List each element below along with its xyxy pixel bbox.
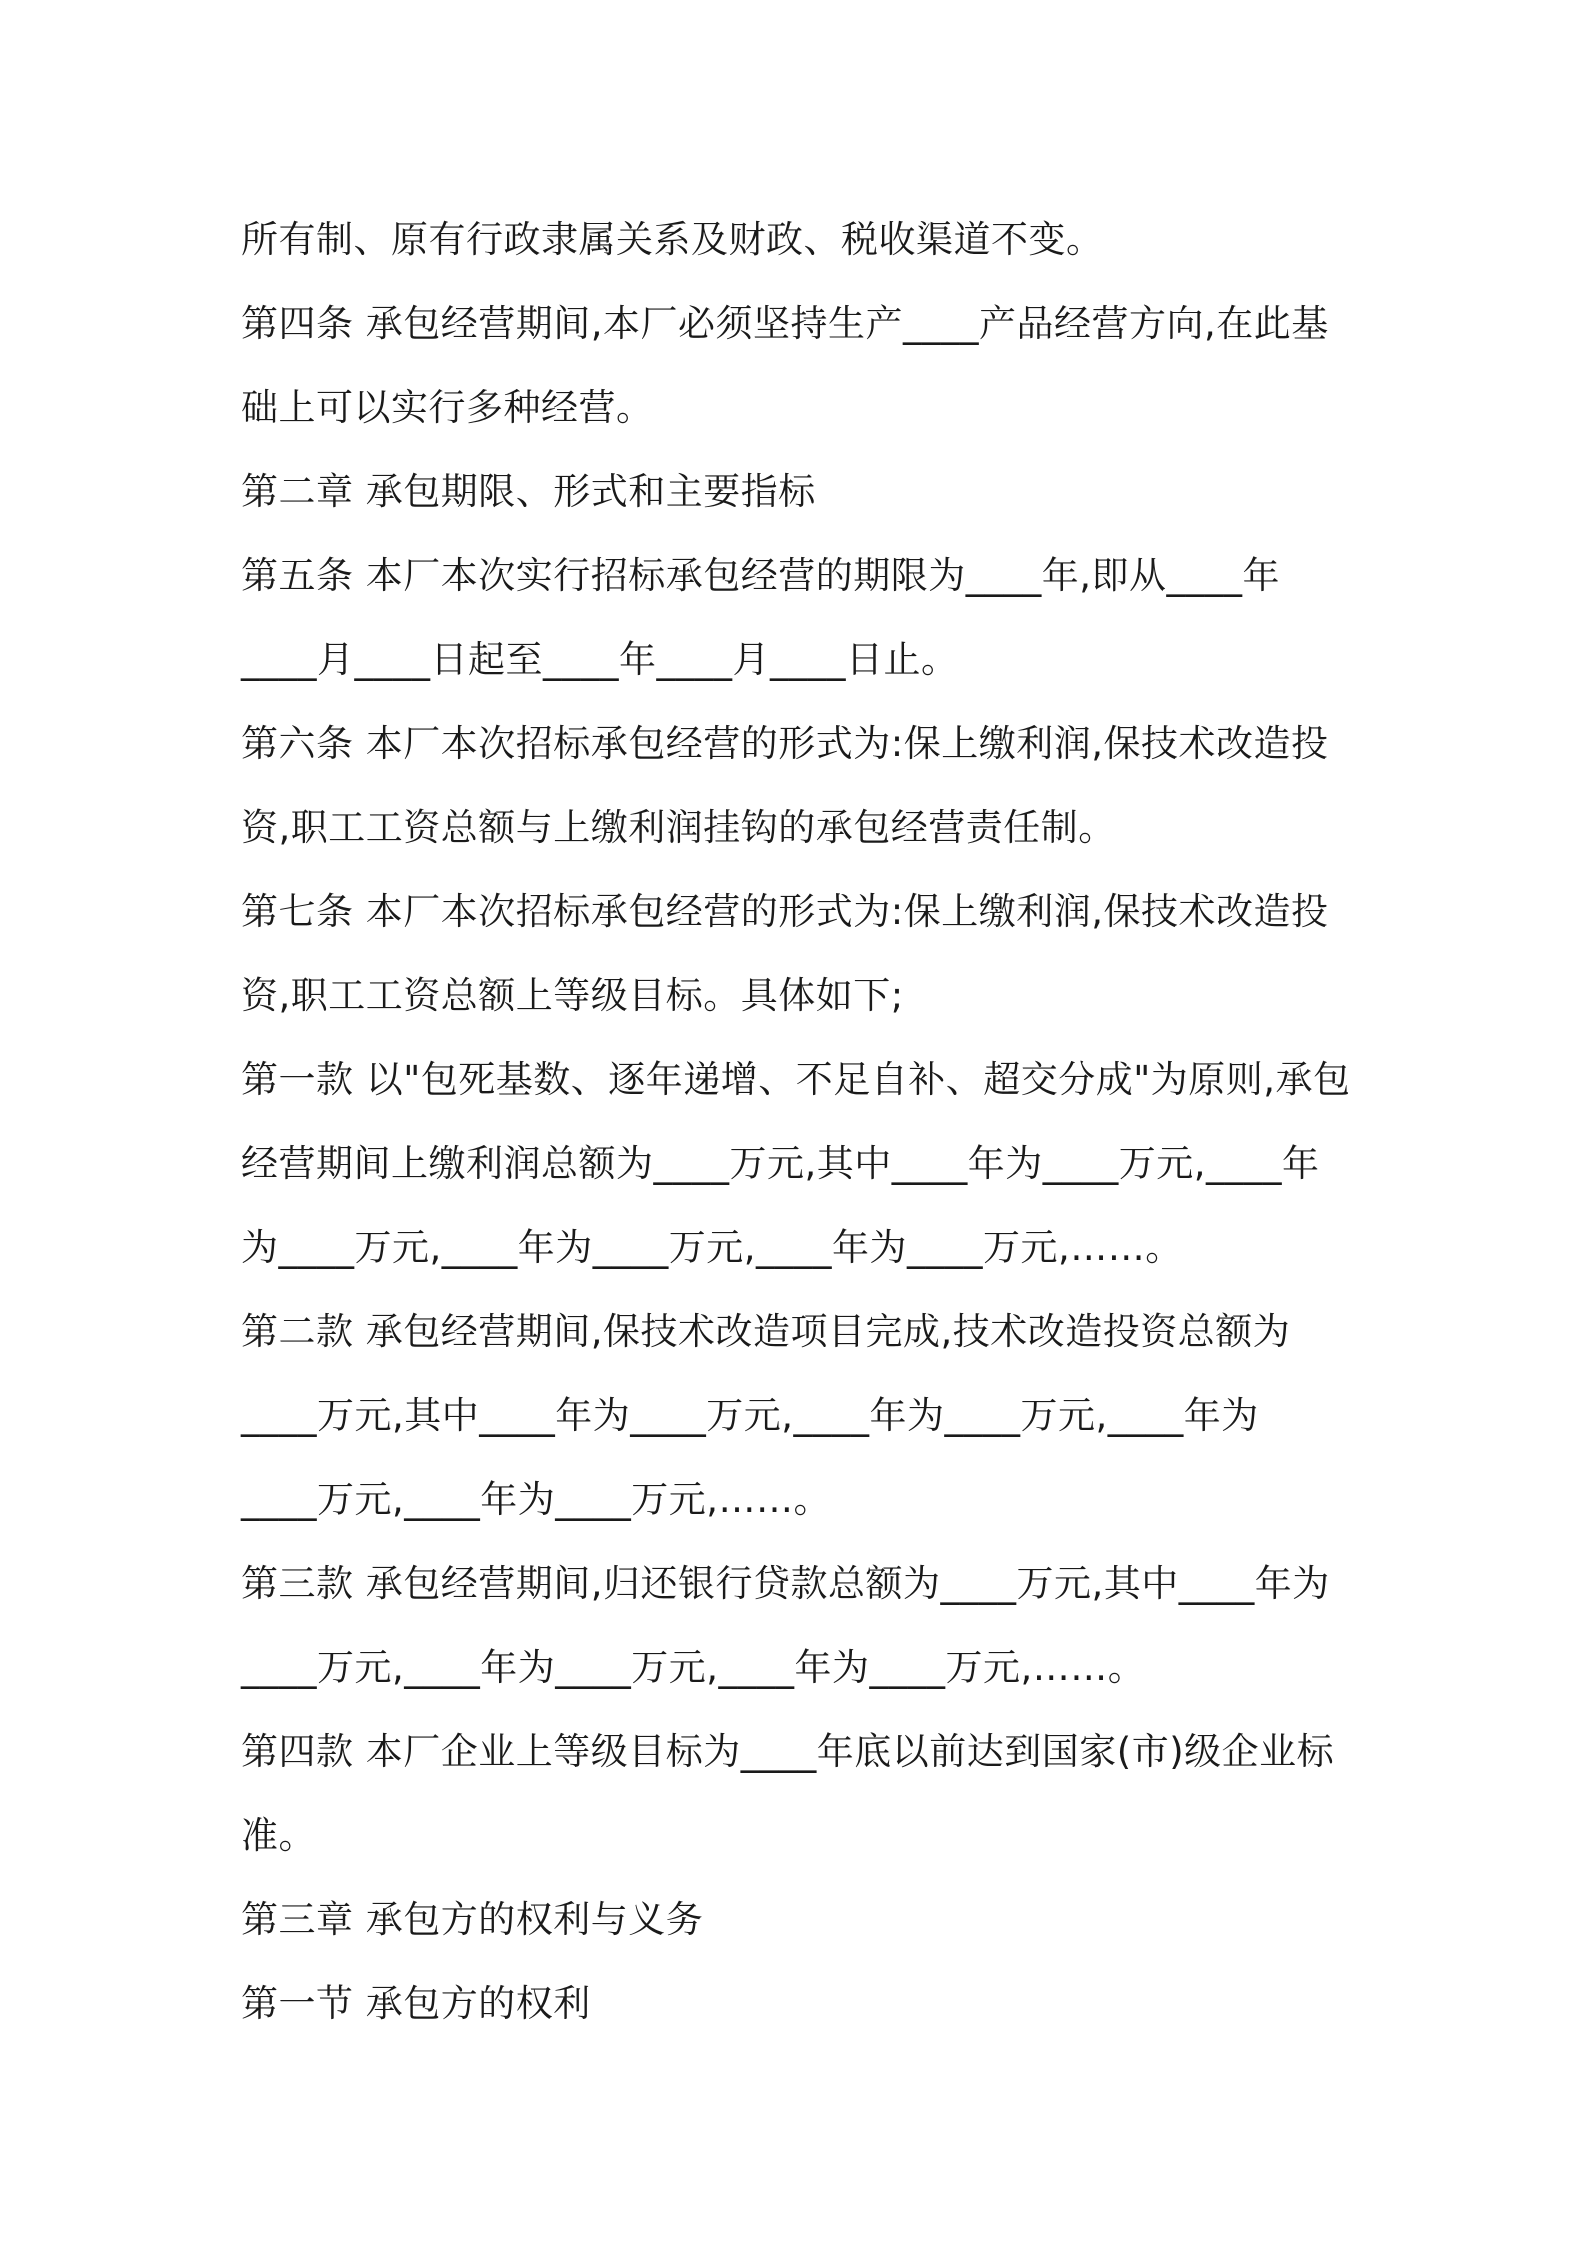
chapter-3-heading: 第三章 承包方的权利与义务 xyxy=(241,1898,704,1941)
clause-3-line: 第三款 承包经营期间,归还银行贷款总额为____万元,其中____年为 xyxy=(241,1562,1330,1605)
document-body xyxy=(241,198,1361,2046)
article-4-line: 第四条 承包经营期间,本厂必须坚持生产____产品经营方向,在此基 xyxy=(241,302,1329,345)
clause-1-continuation-2: 为____万元,____年为____万元,____年为____万元,……。 xyxy=(241,1226,1183,1269)
clause-4-line: 第四款 本厂企业上等级目标为____年底以前达到国家(市)级企业标 xyxy=(241,1730,1335,1773)
article-5-continuation: ____月____日起至____年____月____日止。 xyxy=(241,638,959,681)
article-7-continuation: 资,职工工资总额上等级目标。具体如下; xyxy=(241,974,904,1017)
clause-2-line: 第二款 承包经营期间,保技术改造项目完成,技术改造投资总额为 xyxy=(241,1310,1291,1353)
article-5-line: 第五条 本厂本次实行招标承包经营的期限为____年,即从____年 xyxy=(241,554,1281,597)
clause-4-continuation: 准。 xyxy=(241,1814,316,1857)
clause-1-continuation-1: 经营期间上缴利润总额为____万元,其中____年为____万元,____年 xyxy=(241,1142,1320,1185)
article-6-line: 第六条 本厂本次招标承包经营的形式为:保上缴利润,保技术改造投 xyxy=(241,722,1329,765)
article-4-continuation: 础上可以实行多种经营。 xyxy=(241,386,654,429)
article-6-continuation: 资,职工工资总额与上缴利润挂钩的承包经营责任制。 xyxy=(241,806,1116,849)
text-line-1: 所有制、原有行政隶属关系及财政、税收渠道不变。 xyxy=(241,218,1104,261)
clause-1-line: 第一款 以"包死基数、逐年递增、不足自补、超交分成"为原则,承包 xyxy=(241,1058,1351,1101)
article-7-line: 第七条 本厂本次招标承包经营的形式为:保上缴利润,保技术改造投 xyxy=(241,890,1329,933)
section-1-heading: 第一节 承包方的权利 xyxy=(241,1982,591,2025)
chapter-2-heading: 第二章 承包期限、形式和主要指标 xyxy=(241,470,816,513)
clause-2-continuation-2: ____万元,____年为____万元,……。 xyxy=(241,1478,832,1521)
clause-2-continuation-1: ____万元,其中____年为____万元,____年为____万元,____年为 xyxy=(241,1394,1259,1437)
clause-3-continuation: ____万元,____年为____万元,____年为____万元,……。 xyxy=(241,1646,1146,1689)
